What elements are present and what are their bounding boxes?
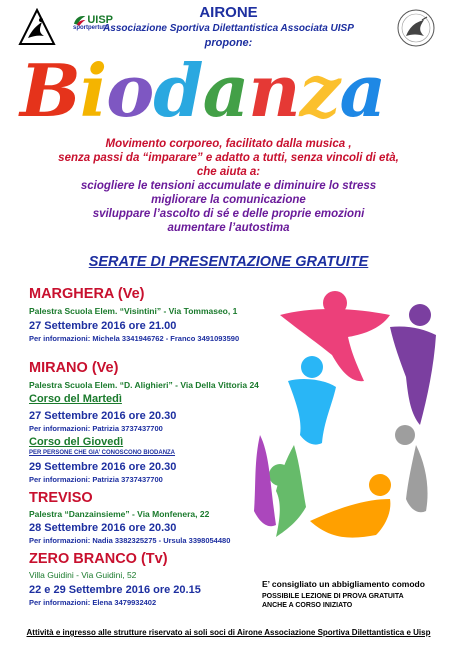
date-treviso: 28 Settembre 2016 ore 20.30 xyxy=(29,522,177,534)
venue-treviso: Palestra “Danzainsieme” - Via Monfenera, 22 xyxy=(29,509,210,519)
biodanza-title xyxy=(20,50,440,132)
venue-marghera: Palestra Scuola Elem. “Visintini” - Via Tommaseo, 1 xyxy=(29,306,238,316)
footer-disclaimer: Attività e ingresso alle strutture riservato ai soli soci di Airone Associazione Sportiva Dilettantistica e Uisp xyxy=(26,628,431,637)
title-letter-3: d xyxy=(153,48,203,133)
intro-line-7: aumentare l’autostima xyxy=(167,222,290,234)
title-letter-1: i xyxy=(79,48,107,133)
city-marghera: MARGHERA (Ve) xyxy=(29,286,145,302)
title-letter-0: B xyxy=(20,48,80,133)
intro-line-2: senza passi da “imparare” e adatto a tutti, senza vincoli di età, xyxy=(58,152,399,164)
info-mirano-2: Per informazioni: Patrizia 3737437700 xyxy=(29,475,163,484)
city-mirano: MIRANO (Ve) xyxy=(29,360,119,376)
date-mirano-2: 29 Settembre 2016 ore 20.30 xyxy=(29,461,177,473)
venue-mirano: Palestra Scuola Elem. “D. Alighieri” - Via Della Vittoria 24 xyxy=(29,380,259,390)
title-letter-5: n xyxy=(248,48,300,133)
serate-heading: SERATE DI PRESENTAZIONE GRATUITE xyxy=(88,254,369,270)
info-marghera: Per informazioni: Michela 3341946762 - Franco 3491093590 xyxy=(29,334,240,343)
intro-line-3: che aiuta a: xyxy=(196,166,261,178)
intro-line-1: Movimento corporeo, facilitato dalla musica , xyxy=(105,138,352,150)
uisp-logo-text: UISP xyxy=(87,14,113,26)
intro-line-5: migliorare la comunicazione xyxy=(151,194,306,206)
course-giovedi-note: PER PERSONE CHE GIA’ CONOSCONO BIODANZA xyxy=(29,450,176,456)
note-clothing: E’ consigliato un abbigliamento comodo xyxy=(262,579,425,589)
date-mirano-1: 27 Settembre 2016 ore 20.30 xyxy=(29,410,177,422)
uisp-tagline: sportpertutti xyxy=(73,25,109,31)
course-giovedi: Corso del Giovedì xyxy=(29,436,124,448)
title-letter-7: a xyxy=(339,48,386,133)
city-zero-branco: ZERO BRANCO (Tv) xyxy=(29,551,168,567)
intro-line-6: sviluppare l’ascolto di sé e delle proprie emozioni xyxy=(92,208,365,220)
info-mirano-1: Per informazioni: Patrizia 3737437700 xyxy=(29,424,163,433)
association-title: AIRONE xyxy=(199,4,258,21)
venue-zero-branco: Villa Guidini - Via Guidini, 52 xyxy=(29,570,137,580)
intro-line-4: sciogliere le tensioni accumulate e diminuire lo stress xyxy=(80,180,377,192)
info-treviso: Per informazioni: Nadia 3382325275 - Ursula 3398054480 xyxy=(29,536,231,545)
course-martedi: Corso del Martedì xyxy=(29,393,122,405)
note-trial-lesson: POSSIBILE LEZIONE DI PROVA GRATUITA xyxy=(262,593,404,600)
association-subtitle: Associazione Sportiva Dilettantistica Associata UISP xyxy=(103,23,354,34)
title-letter-4: a xyxy=(202,48,249,133)
date-marghera: 27 Settembre 2016 ore 21.00 xyxy=(29,320,177,332)
title-letter-6: z xyxy=(299,48,340,133)
date-zero-branco: 22 e 29 Settembre 2016 ore 20.15 xyxy=(29,584,201,596)
propone-label: propone: xyxy=(204,37,253,49)
info-zero-branco: Per informazioni: Elena 3479932402 xyxy=(29,598,157,607)
note-trial-lesson-2: ANCHE A CORSO INIZIATO xyxy=(262,602,353,609)
title-letter-2: o xyxy=(106,48,154,133)
dancers-illustration xyxy=(240,285,445,570)
city-treviso: TREVISO xyxy=(29,490,93,506)
